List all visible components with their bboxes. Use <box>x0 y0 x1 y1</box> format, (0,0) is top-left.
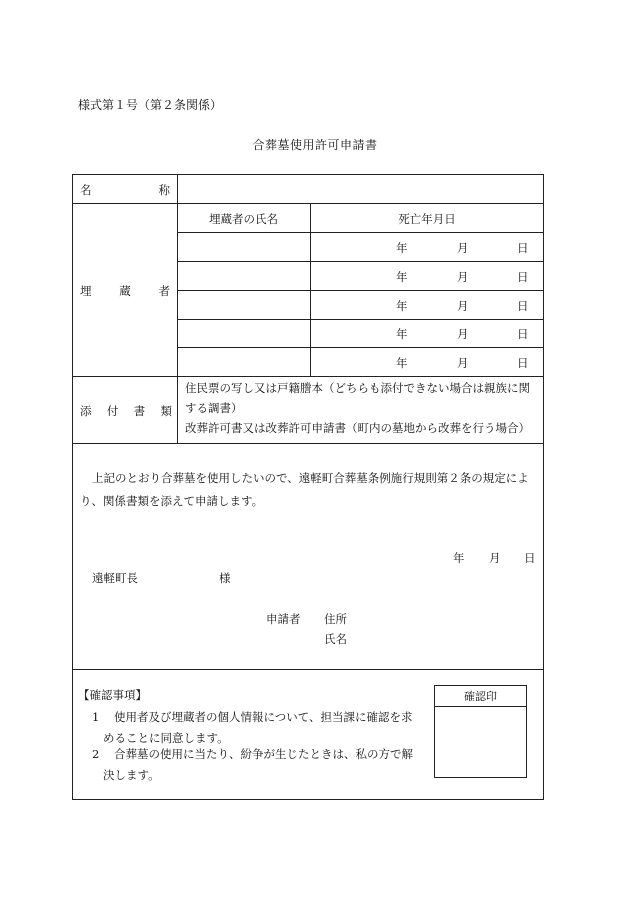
confirmation-item-text: めることに同意します。 <box>103 731 229 745</box>
year-unit: 年 <box>396 327 408 341</box>
attachments-list <box>185 378 541 438</box>
death-date-header: 死亡年月日 <box>398 212 456 226</box>
confirmation-heading: 【確認事項】 <box>78 688 147 702</box>
confirmation-item-number: 1 <box>92 710 100 724</box>
document-title: 合葬墓使用許可申請書 <box>252 138 378 152</box>
confirmation-item-text: 使用者及び埋蔵者の個人情報について、担当課に確認を求 <box>114 710 413 724</box>
application-date-month: 月 <box>489 551 501 565</box>
attachments-label-char: 付 <box>106 404 119 418</box>
row-divider <box>177 319 544 320</box>
declaration-text: 上記のとおり合葬墓を使用したいので、遠軽町合葬墓条例施行規則第２条の規定により、関係書類を添えて申請します。 <box>80 471 529 508</box>
confirmation-item-text: 決します。 <box>103 768 160 782</box>
row-divider <box>177 290 544 291</box>
attachment-line: 改葬許可書又は改葬許可申請書（町内の墓地から改葬を行う場合） <box>185 421 530 435</box>
applicant-label: 申請者 <box>266 612 301 626</box>
burial-name-input-5[interactable] <box>179 349 308 375</box>
column-divider <box>310 203 311 376</box>
month-unit: 月 <box>457 356 469 370</box>
attachments-label-char: 書 <box>133 404 146 418</box>
burial-name-input-4[interactable] <box>179 321 308 346</box>
confirmation-item-text: 合葬墓の使用に当たり、紛争が生じたときは、私の方で解 <box>114 747 413 761</box>
attachment-line: 住民票の写し又は戸籍謄本（どちらも添付できない場合は親族に関 <box>185 381 530 395</box>
burial-person-label-char: 蔵 <box>119 284 131 298</box>
applicant-address-field[interactable] <box>360 607 536 627</box>
day-unit: 日 <box>517 270 529 284</box>
day-unit: 日 <box>517 241 529 255</box>
month-unit: 月 <box>457 241 469 255</box>
stamp-divider <box>435 706 526 707</box>
month-unit: 月 <box>457 299 469 313</box>
day-unit: 日 <box>517 299 529 313</box>
day-unit: 日 <box>517 327 529 341</box>
form-number-label: 様式第１号（第２条関係） <box>78 98 223 112</box>
confirmation-item-number: 2 <box>92 747 100 761</box>
row-divider <box>72 376 544 377</box>
addressee-honorific: 様 <box>219 571 231 585</box>
year-unit: 年 <box>396 241 408 255</box>
day-unit: 日 <box>517 356 529 370</box>
burial-person-label <box>80 283 170 299</box>
row-divider <box>177 347 544 348</box>
name-label-char: 名 <box>80 183 92 197</box>
row-divider <box>177 232 544 233</box>
burial-name-input-3[interactable] <box>179 292 308 318</box>
row-divider <box>72 203 544 204</box>
burial-name-input-1[interactable] <box>179 234 308 260</box>
burial-name-input-2[interactable] <box>179 263 308 289</box>
burial-person-label-char: 埋 <box>80 284 92 298</box>
year-unit: 年 <box>396 270 408 284</box>
name-label <box>80 182 170 198</box>
name-label-char: 称 <box>158 183 170 197</box>
attachments-label-char: 類 <box>160 404 172 418</box>
attachments-label-char: 添 <box>80 404 92 418</box>
month-unit: 月 <box>457 327 469 341</box>
year-unit: 年 <box>396 356 408 370</box>
attachments-label <box>80 403 172 419</box>
name-field[interactable] <box>180 176 540 202</box>
application-date-year: 年 <box>453 551 465 565</box>
applicant-name-label: 氏名 <box>324 632 347 646</box>
addressee-name: 遠軽町長 <box>92 571 138 585</box>
application-date-day: 日 <box>524 551 536 565</box>
row-divider <box>177 261 544 262</box>
row-divider <box>72 669 544 670</box>
row-divider <box>72 443 544 444</box>
burial-name-header: 埋蔵者の氏名 <box>209 212 278 226</box>
attachment-line: する調書） <box>185 401 243 415</box>
year-unit: 年 <box>396 299 408 313</box>
burial-person-label-char: 者 <box>158 284 170 298</box>
confirmation-stamp-label: 確認印 <box>464 690 497 703</box>
confirmation-stamp-box[interactable] <box>434 685 527 778</box>
month-unit: 月 <box>457 270 469 284</box>
applicant-name-field[interactable] <box>360 627 536 647</box>
applicant-address-label: 住所 <box>324 612 347 626</box>
